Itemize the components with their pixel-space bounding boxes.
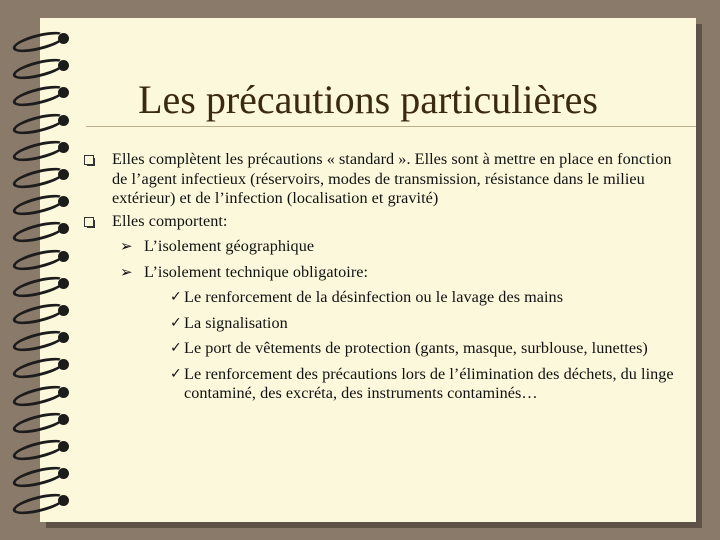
ring-hole	[58, 169, 69, 180]
bullet-item	[84, 212, 684, 232]
ring-hole	[58, 223, 69, 234]
square-checkbox-icon	[84, 155, 94, 165]
binding-ring	[12, 193, 70, 211]
square-checkbox-icon	[84, 217, 94, 227]
sub-bullet-item	[120, 237, 684, 257]
slide-content	[84, 150, 684, 404]
arrow-right-icon: ➢	[120, 237, 133, 255]
ring-hole	[58, 196, 69, 207]
slide-title: Les précautions particulières	[138, 77, 598, 122]
binding-ring	[12, 248, 70, 266]
ring-hole	[58, 278, 69, 289]
checkmark-icon: ✓	[170, 340, 182, 356]
title-divider	[86, 126, 696, 127]
checkmark-icon: ✓	[170, 289, 182, 305]
bullet-item	[84, 150, 684, 209]
ring-hole	[58, 305, 69, 316]
binding-ring	[12, 411, 70, 429]
ring-hole	[58, 414, 69, 425]
binding-ring	[12, 384, 70, 402]
check-item	[170, 288, 684, 308]
ring-hole	[58, 359, 69, 370]
checkmark-icon: ✓	[170, 314, 182, 331]
check-item	[170, 339, 684, 359]
binding-ring	[12, 465, 70, 483]
check-item-text: Le renforcement de la désinfection ou le lavage des mains	[184, 288, 564, 306]
ring-hole	[58, 468, 69, 479]
binding-ring	[12, 112, 70, 130]
ring-hole	[58, 495, 69, 506]
notebook-page	[40, 18, 696, 522]
check-item-text: Le port de vêtements de protection (gants, masque, surblouse, lunettes)	[184, 339, 648, 357]
binding-ring	[12, 30, 70, 48]
binding-ring	[12, 57, 70, 75]
binding-ring	[12, 438, 70, 456]
ring-hole	[58, 332, 69, 343]
binding-ring	[12, 220, 70, 238]
ring-hole	[58, 33, 69, 44]
sub-bullet-item	[120, 263, 684, 283]
check-item	[170, 365, 684, 404]
ring-hole	[58, 115, 69, 126]
arrow-right-icon: ➢	[120, 262, 133, 281]
binding-ring	[12, 356, 70, 374]
ring-hole	[58, 142, 69, 153]
ring-hole	[58, 87, 69, 98]
ring-hole	[58, 387, 69, 398]
check-item	[170, 314, 684, 334]
bullet-text: Elles comportent:	[112, 211, 228, 230]
binding-ring	[12, 275, 70, 293]
binding-ring	[12, 302, 70, 320]
spiral-binding-icon	[0, 0, 80, 540]
checkmark-icon: ✓	[170, 365, 182, 382]
bullet-text: Elles complètent les précautions « standard ». Elles sont à mettre en place en fonction de l’agent infectieux (réservoirs, modes de transmission, résistance dans le milieu extérieur) et de l’infection (localisation et gravité)	[112, 150, 672, 207]
sub-bullet-text: L’isolement technique obligatoire:	[144, 262, 369, 281]
binding-ring	[12, 84, 70, 102]
sub-bullet-text: L’isolement géographique	[144, 237, 315, 255]
ring-hole	[58, 60, 69, 71]
check-item-text: La signalisation	[184, 313, 288, 332]
binding-ring	[12, 166, 70, 184]
ring-hole	[58, 441, 69, 452]
binding-ring	[12, 139, 70, 157]
binding-ring	[12, 329, 70, 347]
check-item-text: Le renforcement des précautions lors de l’élimination des déchets, du linge contaminé, des excréta, des instruments contaminés…	[184, 364, 674, 402]
ring-hole	[58, 251, 69, 262]
binding-ring	[12, 492, 70, 510]
